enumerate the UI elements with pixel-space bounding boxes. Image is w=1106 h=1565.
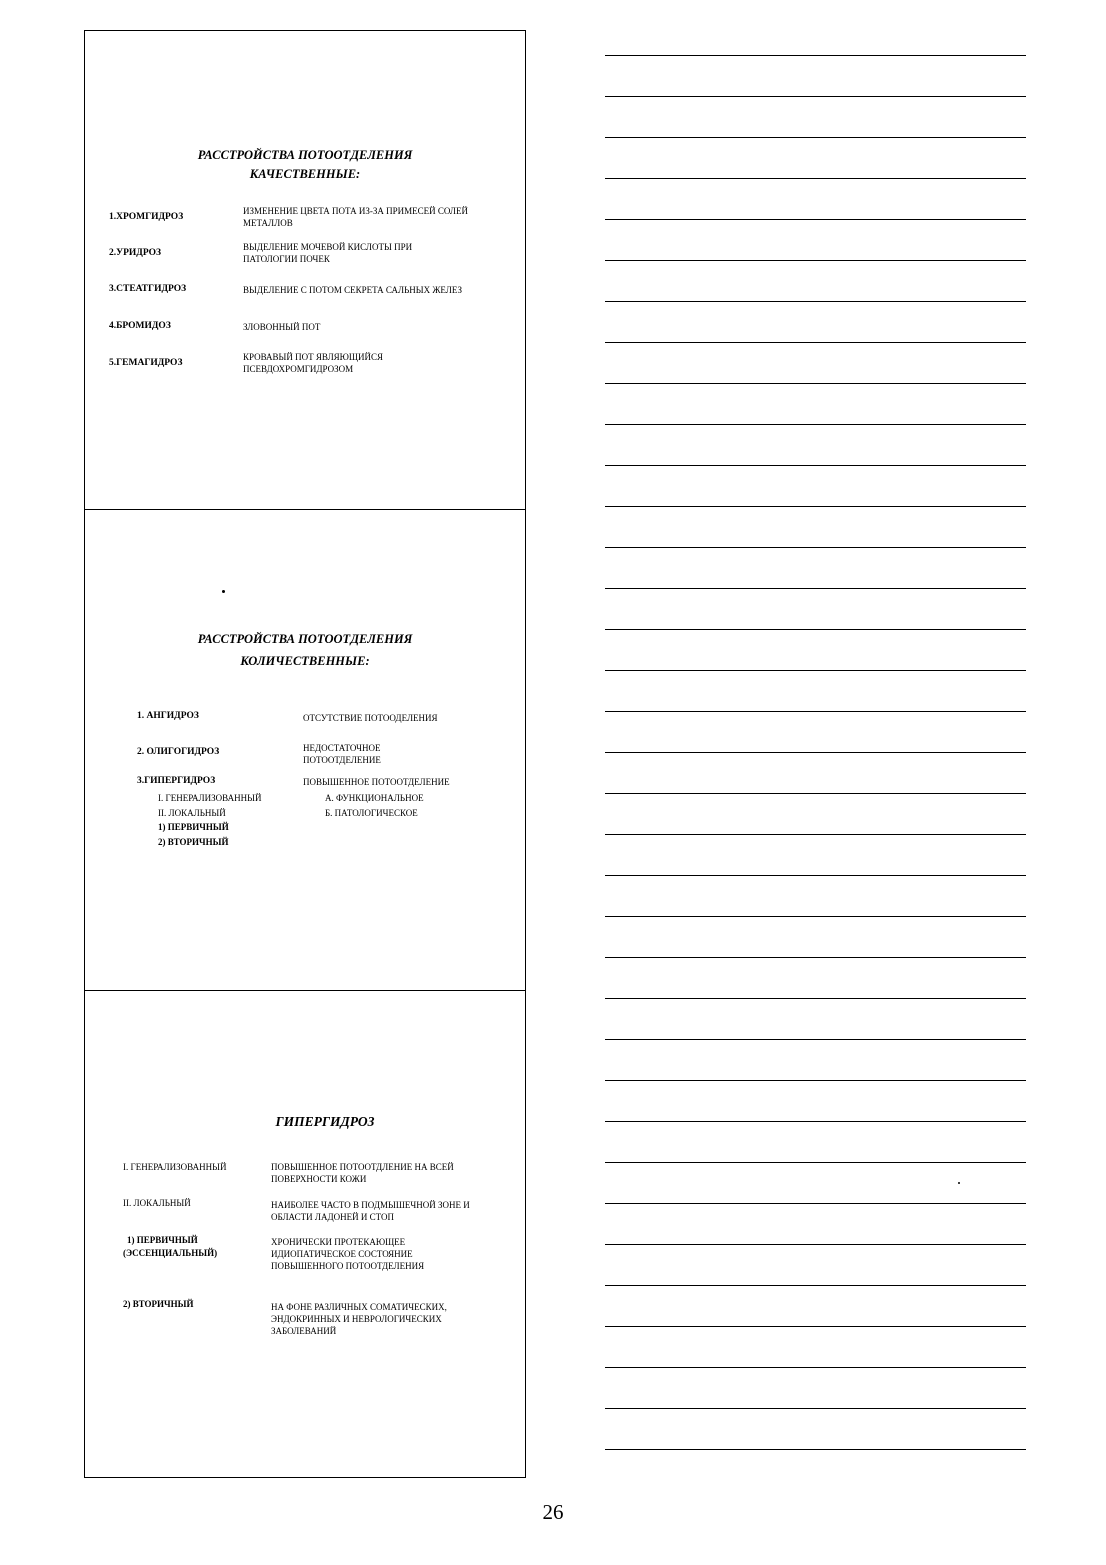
note-line	[605, 465, 1026, 466]
note-line	[605, 1326, 1026, 1327]
note-line	[605, 588, 1026, 589]
slide-title: ГИПЕРГИДРОЗ	[275, 1114, 375, 1129]
note-line	[605, 96, 1026, 97]
note-line	[605, 752, 1026, 753]
note-line	[605, 1080, 1026, 1081]
note-line	[605, 219, 1026, 220]
desc-local: НАИБОЛЕЕ ЧАСТО В ПОДМЫШЕЧНОЙ ЗОНЕ И ОБЛАСТИ ЛАДОНЕЙ И СТОП	[271, 1200, 470, 1222]
sub-primary: 1) ПЕРВИЧНЫЙ	[158, 822, 229, 832]
stray-dot	[222, 590, 225, 593]
note-line	[605, 506, 1026, 507]
desc-oligohidrosis: НЕДОСТАТОЧНОЕ ПОТООТДЕЛЕНИЕ	[303, 743, 381, 765]
note-line	[605, 342, 1026, 343]
desc-hematidrosis: КРОВАВЫЙ ПОТ ЯВЛЯЮЩИЙСЯ ПСЕВДОХРОМГИДРОЗОМ	[243, 352, 384, 374]
note-line	[605, 178, 1026, 179]
desc-secondary: НА ФОНЕ РАЗЛИЧНЫХ СОМАТИЧЕСКИХ, ЭНДОКРИННЫХ И НЕВРОЛОГИЧЕСКИХ ЗАБОЛЕВАНИЙ	[271, 1302, 447, 1336]
sub-secondary: 2) ВТОРИЧНЫЙ	[158, 836, 229, 847]
desc-anhidrosis: ОТСУТСТВИЕ ПОТООДЕЛЕНИЯ	[303, 713, 438, 723]
note-lines	[605, 0, 1026, 1565]
term-oligohidrosis: 2. ОЛИГОГИДРОЗ	[137, 747, 220, 757]
note-line	[605, 1408, 1026, 1409]
term-local: II. ЛОКАЛЬНЫЙ	[123, 1198, 191, 1208]
note-line	[605, 916, 1026, 917]
note-line	[605, 670, 1026, 671]
desc-bromhidrosis: ЗЛОВОННЫЙ ПОТ	[243, 322, 321, 332]
note-line	[605, 260, 1026, 261]
note-line	[605, 793, 1026, 794]
desc-uridrosis: ВЫДЕЛЕНИЕ МОЧЕВОЙ КИСЛОТЫ ПРИ ПАТОЛОГИИ ПОЧЕК	[243, 242, 413, 264]
title-line-1: РАССТРОЙСТВА ПОТООТДЕЛЕНИЯ	[197, 632, 413, 646]
note-line	[605, 1203, 1026, 1204]
term-primary: 1) ПЕРВИЧНЫЙ	[127, 1235, 198, 1245]
term-generalized: I. ГЕНЕРАЛИЗОВАННЫЙ	[123, 1162, 227, 1172]
note-line	[605, 998, 1026, 999]
stray-mark	[958, 1182, 960, 1184]
note-line	[605, 834, 1026, 835]
note-line	[605, 1244, 1026, 1245]
note-line	[605, 1285, 1026, 1286]
title-line-1: РАССТРОЙСТВА ПОТООТДЕЛЕНИЯ	[197, 148, 413, 162]
note-line	[605, 137, 1026, 138]
term-hyperhidrosis: 3.ГИПЕРГИДРОЗ	[137, 776, 216, 786]
title-line-2: КАЧЕСТВЕННЫЕ:	[249, 167, 361, 181]
sub-pathological: Б. ПАТОЛОГИЧЕСКОЕ	[325, 807, 418, 818]
note-line	[605, 875, 1026, 876]
term-uridrosis: 2.УРИДРОЗ	[109, 248, 161, 258]
note-line	[605, 55, 1026, 56]
sub-local: II. ЛОКАЛЬНЫЙ	[158, 807, 226, 818]
term-bromhidrosis: 4.БРОМИДОЗ	[109, 321, 171, 331]
note-line	[605, 424, 1026, 425]
slide-qualitative	[85, 31, 525, 510]
note-line	[605, 957, 1026, 958]
title-line-2: КОЛИЧЕСТВЕННЫЕ:	[240, 654, 370, 668]
slide-hyperhidrosis	[85, 991, 525, 1477]
term-steatidrosis: 3.СТЕАТГИДРОЗ	[109, 284, 187, 294]
term-hematidrosis: 5.ГЕМАГИДРОЗ	[109, 358, 183, 368]
desc-chromhidrosis: ИЗМЕНЕНИЕ ЦВЕТА ПОТА ИЗ-ЗА ПРИМЕСЕЙ СОЛЕЙ МЕТАЛЛОВ	[243, 206, 469, 228]
note-line	[605, 1039, 1026, 1040]
sub-generalized: I. ГЕНЕРАЛИЗОВАННЫЙ	[158, 793, 262, 803]
desc-steatidrosis: ВЫДЕЛЕНИЕ С ПОТОМ СЕКРЕТА САЛЬНЫХ ЖЕЛЕЗ	[243, 285, 462, 295]
desc-generalized: ПОВЫШЕННОЕ ПОТООТДЛЕНИЕ НА ВСЕЙ ПОВЕРХНОСТИ КОЖИ	[271, 1162, 454, 1184]
note-line	[605, 301, 1026, 302]
slides-column	[84, 30, 526, 1478]
desc-hyperhidrosis: ПОВЫШЕННОЕ ПОТООТДЕЛЕНИЕ	[303, 777, 450, 787]
term-secondary: 2) ВТОРИЧНЫЙ	[123, 1299, 194, 1309]
slide-title	[85, 630, 525, 671]
term-essential: (ЭССЕНЦИАЛЬНЫЙ)	[123, 1248, 218, 1258]
note-line	[605, 383, 1026, 384]
note-line	[605, 1162, 1026, 1163]
term-anhidrosis: 1. АНГИДРОЗ	[137, 711, 199, 721]
note-line	[605, 1121, 1026, 1122]
page-number: 26	[542, 1500, 564, 1524]
slide-title	[85, 146, 525, 184]
note-line	[605, 629, 1026, 630]
note-line	[605, 1449, 1026, 1450]
slide-quantitative	[85, 510, 525, 991]
desc-primary: ХРОНИЧЕСКИ ПРОТЕКАЮЩЕЕ ИДИОПАТИЧЕСКОЕ СОСТОЯНИЕ ПОВЫШЕННОГО ПОТООТДЕЛЕНИЯ	[271, 1237, 425, 1271]
note-line	[605, 1367, 1026, 1368]
note-line	[605, 547, 1026, 548]
note-line	[605, 711, 1026, 712]
sub-functional: А. ФУНКЦИОНАЛЬНОЕ	[325, 793, 424, 803]
term-chromhidrosis: 1.ХРОМГИДРОЗ	[109, 212, 184, 222]
